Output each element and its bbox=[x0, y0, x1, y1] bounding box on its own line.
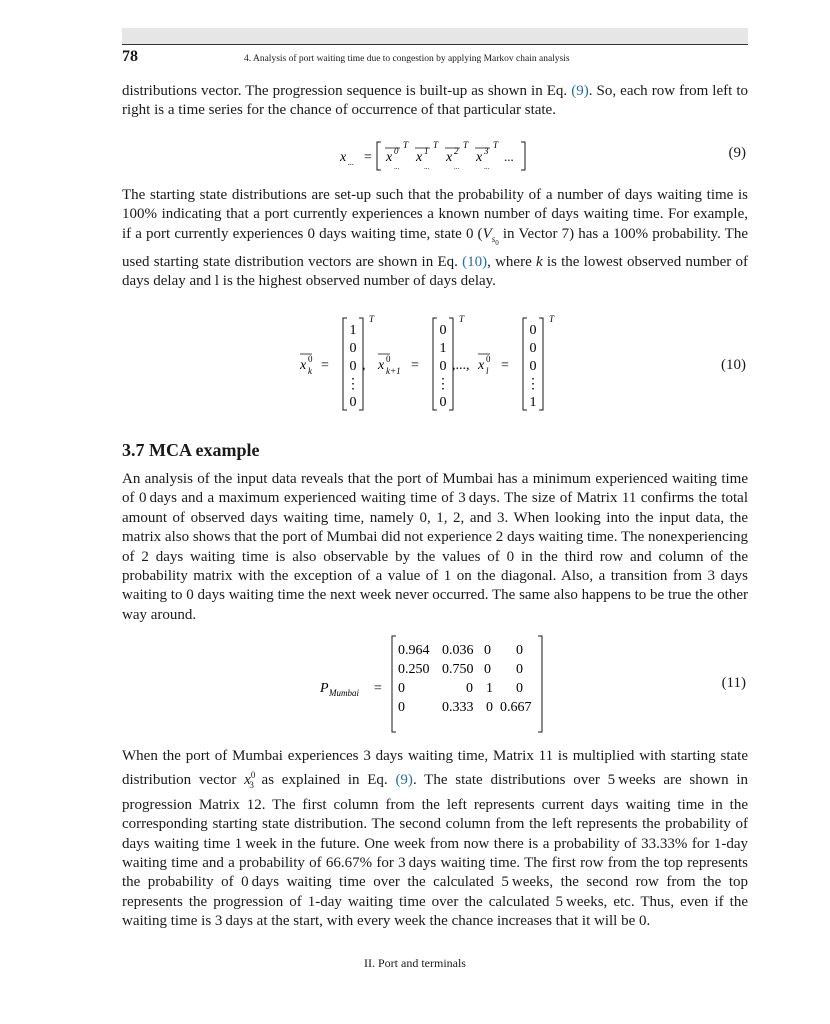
eq10-vector-entry: 0 bbox=[349, 395, 357, 410]
eq9-transpose: T bbox=[433, 140, 439, 150]
eq10-transpose: T bbox=[549, 314, 555, 324]
eq10-label-sub: k+1 bbox=[386, 366, 401, 376]
eq10-equals: = bbox=[501, 358, 509, 373]
page-number: 78 bbox=[122, 48, 138, 65]
eq10-transpose: T bbox=[369, 314, 375, 324]
eq9-lhs: x bbox=[340, 150, 347, 165]
equation-11 bbox=[310, 632, 570, 736]
eq10-vector-entry: 1 bbox=[349, 323, 357, 338]
eq11-matrix bbox=[398, 643, 532, 715]
equation-10-number: (10) bbox=[721, 357, 746, 373]
eq10-equals: = bbox=[321, 358, 329, 373]
eq10-label-sup: 0 bbox=[486, 354, 491, 364]
eq10-vector-entry: 0 bbox=[439, 395, 447, 410]
eq10-label-sub: l bbox=[486, 366, 489, 376]
eq10-left-bracket bbox=[523, 318, 527, 410]
eq10-vectors bbox=[299, 314, 555, 410]
eq9-term-sub: ... bbox=[394, 163, 400, 171]
eq10-label-sup: 0 bbox=[386, 354, 391, 364]
running-title: 4. Analysis of port waiting time due to congestion by applying Markov chain analysis bbox=[244, 54, 570, 64]
eq11-matrix-cell: 0.250 bbox=[398, 662, 430, 677]
eq11-matrix-cell: 0 bbox=[486, 700, 493, 715]
eq10-label-sub: k bbox=[308, 366, 312, 376]
header-rule bbox=[122, 44, 748, 45]
eq10-right-bracket bbox=[539, 318, 543, 410]
eq10-vector-entry: 0 bbox=[349, 359, 357, 374]
eq10-separator: ,..., bbox=[452, 358, 470, 373]
eq10-label-sup: 0 bbox=[308, 354, 313, 364]
eq9-term: x bbox=[386, 150, 393, 165]
eq11-matrix-cell: 0.333 bbox=[442, 700, 474, 715]
paragraph-3: An analysis of the input data reveals that the port of Mumbai has a minimum experienced waiting time of 0 days and a maximum experienced waiting time of 3 days. The size of Matrix 11 confirms the total amount of observed days waiting time, namely 0, 1, 2, and 3. When looking into the input data, the matrix also shows that the port of Mumbai did not experience 2 days waiting time. The nonexperiencing of 2 days waiting time is also observable by the values of 0 in the third row and column of the probability matrix with the exception of a value of 1 on the diagonal. Also, a transition from 3 days waiting to 0 days waiting time the next week never occurred. The same also happens to be true the other way around. bbox=[122, 471, 748, 623]
eq9-term: x bbox=[416, 150, 423, 165]
eq10-vector-entry: ⋮ bbox=[436, 377, 450, 392]
eq9-term-sub: ... bbox=[424, 163, 430, 171]
eq11-matrix-cell: 1 bbox=[486, 681, 493, 696]
eq9-term: x bbox=[476, 150, 483, 165]
eq9-term: x bbox=[446, 150, 453, 165]
eq11-matrix-cell: 0.750 bbox=[442, 662, 474, 677]
eq10-vector-entry: 0 bbox=[439, 323, 447, 338]
section-heading: 3.7 MCA example bbox=[122, 440, 260, 460]
eq9-transpose: T bbox=[493, 140, 499, 150]
equation-reference-link[interactable]: (9) bbox=[571, 83, 589, 99]
eq9-ellipsis: ... bbox=[504, 149, 514, 164]
eq11-lhs: P bbox=[320, 681, 329, 696]
eq11-matrix-cell: 0 bbox=[516, 643, 523, 658]
svg-text:=: = bbox=[364, 150, 372, 165]
eq9-lhs-sub: ... bbox=[348, 158, 354, 167]
eq9-term-sup: 2 bbox=[454, 146, 459, 156]
equation-9-number: (9) bbox=[728, 145, 746, 161]
eq10-vector-label: x bbox=[378, 358, 385, 373]
eq9-transpose: T bbox=[463, 140, 469, 150]
eq10-left-bracket bbox=[343, 318, 347, 410]
equation-reference-link[interactable]: (10) bbox=[462, 254, 488, 271]
eq11-matrix-cell: 0 bbox=[398, 681, 405, 696]
equation-reference-link[interactable]: (9) bbox=[395, 772, 413, 789]
eq10-vector-entry: 0 bbox=[529, 359, 537, 374]
eq11-matrix-cell: 0 bbox=[398, 700, 405, 715]
equation-10 bbox=[290, 312, 590, 417]
eq10-transpose: T bbox=[459, 314, 465, 324]
eq10-vector-entry: 0 bbox=[529, 323, 537, 338]
eq9-term-sub: ... bbox=[484, 163, 490, 171]
eq11-matrix-cell: 0 bbox=[484, 662, 491, 677]
equation-11-number: (11) bbox=[721, 675, 746, 691]
eq10-vector-entry: 0 bbox=[529, 341, 537, 356]
page-footer: II. Port and terminals bbox=[364, 956, 466, 970]
svg-text:=: = bbox=[374, 681, 382, 696]
eq9-transpose: T bbox=[403, 140, 409, 150]
paragraph-4: When the port of Mumbai experiences 3 days waiting time, Matrix 11 is multiplied with starting state distribution vector $x^0_3$ as explained in Eq. (9). The state distributions over 5 weeks are shown in progression Matrix 12. The first column from the left represents current days waiting time in the corresponding starting state distribution. The second column from the left represents the probability of days waiting time 1 week in the future. One week from now there is a probability of 33.33% for 1-day waiting time and a probability of 66.67% for 3 days waiting time. The first row from the top represents the probability of 0 days waiting time over the calculated 5 weeks, the second row from the top represents the progression of 1-day waiting time over the calculated 5 weeks, etc. Thus, even if the waiting time is 3 days at the start, with every week the chance increases that it will be 0. bbox=[122, 748, 748, 930]
eq10-vector-entry: 1 bbox=[529, 395, 537, 410]
eq11-matrix-cell: 0 bbox=[516, 662, 523, 677]
header-band bbox=[122, 28, 748, 45]
eq11-lhs-sub: Mumbai bbox=[329, 688, 359, 698]
eq11-matrix-cell: 0.036 bbox=[442, 643, 474, 658]
eq10-equals: = bbox=[411, 358, 419, 373]
paragraph-1: distributions vector. The progression sequence is built-up as shown in Eq. (9). So, each row from left to right is a time series for the chance of occurrence of that particular state. bbox=[122, 83, 748, 119]
equation-9 bbox=[330, 136, 530, 176]
eq10-vector-entry: ⋮ bbox=[346, 377, 360, 392]
eq10-vector-entry: 0 bbox=[349, 341, 357, 356]
eq10-separator: , bbox=[362, 358, 366, 373]
eq9-term-sub: ... bbox=[454, 163, 460, 171]
eq9-terms bbox=[385, 140, 499, 171]
eq9-term-sup: 1 bbox=[424, 146, 429, 156]
eq9-term-sup: 3 bbox=[484, 146, 489, 156]
eq11-matrix-cell: 0 bbox=[466, 681, 473, 696]
paragraph-2: The starting state distributions are set-up such that the probability of a number of days waiting time is 100% indicating that a port currently experiences a known number of days waiting time. For example, if a port currently experiences 0 days waiting time, state 0 ($V_{s_0}$ in Vector 7) has a 100% probability. The used starting state distribution vectors are shown in Eq. (10), where k is the lowest observed number of days delay and l is the highest observed number of days delay. bbox=[122, 187, 748, 290]
eq11-matrix-cell: 0 bbox=[484, 643, 491, 658]
eq10-vector-label: x bbox=[300, 358, 307, 373]
eq11-matrix-cell: 0.667 bbox=[500, 700, 532, 715]
eq9-term-sup: 0 bbox=[394, 146, 399, 156]
eq10-left-bracket bbox=[433, 318, 437, 410]
eq11-matrix-cell: 0 bbox=[516, 681, 523, 696]
eq10-vector-entry: ⋮ bbox=[526, 377, 540, 392]
eq10-vector-entry: 0 bbox=[439, 359, 447, 374]
eq10-vector-entry: 1 bbox=[439, 341, 447, 356]
eq10-vector-label: x bbox=[478, 358, 485, 373]
eq11-matrix-cell: 0.964 bbox=[398, 643, 430, 658]
